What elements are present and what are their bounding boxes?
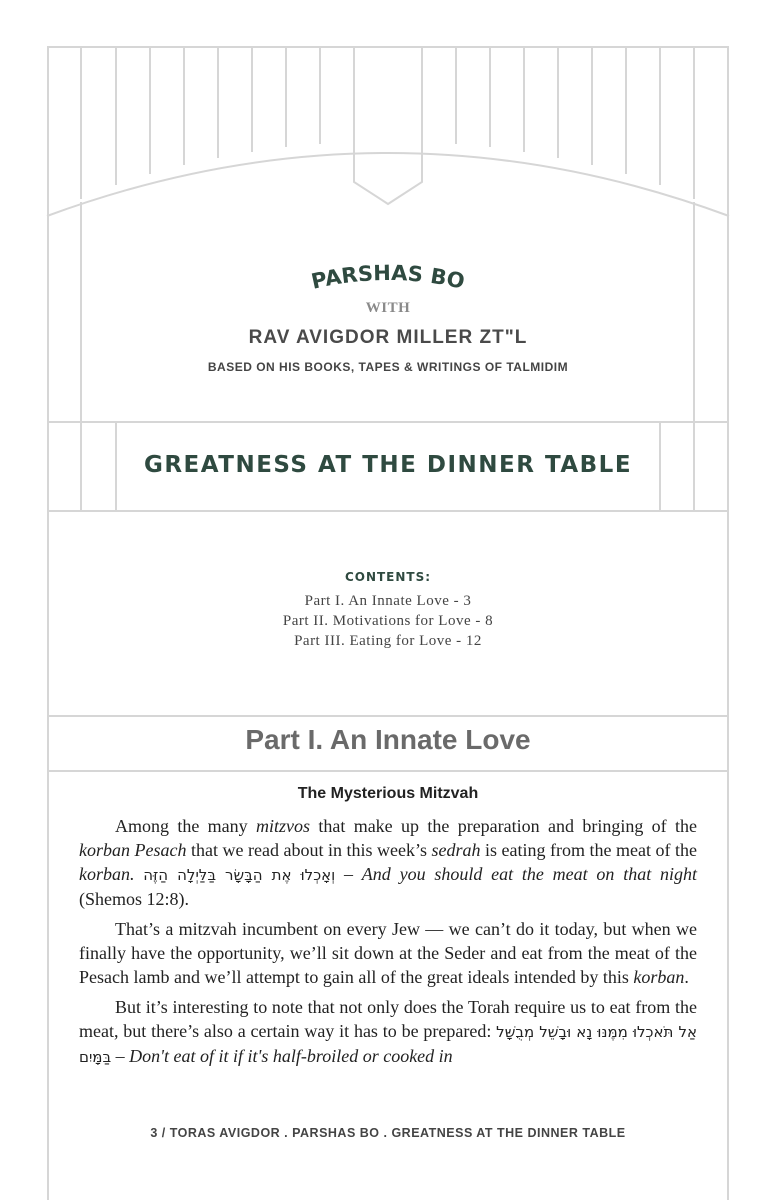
page-footer: 3 / TORAS AVIGDOR . PARSHAS BO . GREATNESS AT THE DINNER TABLE [150, 1126, 626, 1140]
with-label: WITH [365, 300, 411, 316]
parshas-title [0, 255, 776, 300]
page-title: GREATNESS AT THE DINNER TABLE [143, 452, 633, 478]
hebrew-quote: וְאָכְלוּ אֶת הַבָּשָׂר בַּלַּיְלָה הַזֶּה [143, 866, 336, 884]
contents-item[interactable]: Part III. Eating for Love - 12 [294, 633, 482, 649]
svg-text:PARSHAS BO: PARSHAS BO [309, 260, 467, 294]
contents-heading: CONTENTS: [344, 570, 432, 584]
based-on-line: BASED ON HIS BOOKS, TAPES & WRITINGS OF TALMIDIM [207, 360, 569, 374]
subheading: The Mysterious Mitzvah [297, 785, 479, 802]
contents-list [0, 591, 776, 651]
part-title: Part I. An Innate Love [245, 724, 531, 755]
hebrew-quote: אַל תֹּאכְלוּ מִמֶּנּוּ נָא וּבָשֵׁל מְבֻשָּׁל בַּמָּיִם [79, 1023, 698, 1066]
rav-name: RAV AVIGDOR MILLER ZT"L [248, 327, 528, 348]
contents-item[interactable]: Part II. Motivations for Love - 8 [282, 613, 494, 629]
paragraph: That’s a mitzvah incumbent on every Jew — we can’t do it today, but when we finally have the opportunity, we’ll sit down at the Seder and eat from the meat of the Pesach lamb and we’ll attempt to gain all of the great ideals intended by this korban. [79, 919, 697, 987]
body-text [79, 814, 697, 1075]
contents-item[interactable]: Part I. An Innate Love - 3 [304, 593, 472, 609]
paragraph: Among the many mitzvos that make up the preparation and bringing of the korban Pesach that we read about in this week’s sedrah is eating from the meat of the korban. וְאָכְלוּ אֶת הַבָּשָׂר בַּלַּיְלָה הַזֶּה – And you should eat the meat on that night (Shemos 12:8). [79, 816, 697, 909]
paragraph: But it’s interesting to note that not only does the Torah require us to eat from the meat, but there’s also a certain way it has to be prepared: אַל תֹּאכְלוּ מִמֶּנּוּ נָא וּבָשֵׁל מְבֻשָּׁל בַּמָּיִם – Don't eat of it if it's half-broiled or cooked in [79, 997, 698, 1066]
parshas-arc-text [308, 255, 468, 295]
